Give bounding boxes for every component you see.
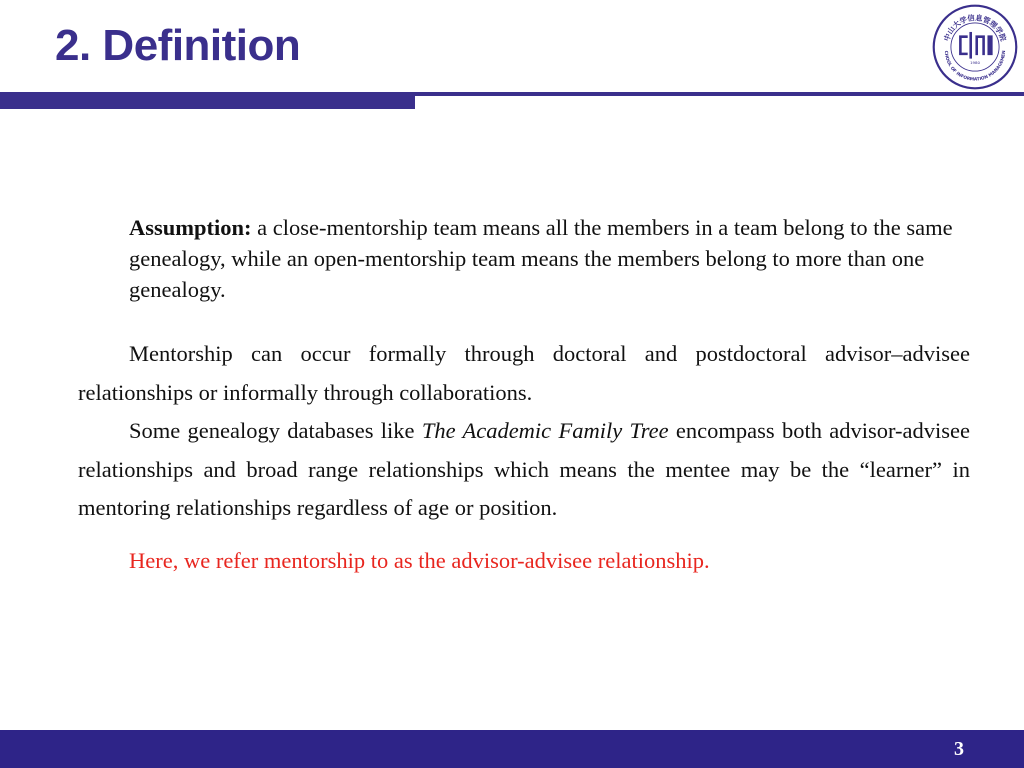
svg-text:中山大学信息管理学院 <box>942 13 1008 43</box>
assumption-label: Assumption: <box>129 215 252 240</box>
logo-year: 1980 <box>970 60 980 66</box>
mentorship-paragraph <box>78 335 970 528</box>
highlight-statement: Here, we refer mentorship to as the advisor-advisee relationship. <box>129 548 710 573</box>
mentorship-text: Mentorship can occur formally through doctoral and postdoctoral advisor–advisee relationships or informally through collaborations. <box>78 341 970 405</box>
academic-family-tree-title: The Academic Family Tree <box>421 418 669 443</box>
assumption-text: a close-mentorship team means all the members in a team belong to the same genealogy, while an open-mentorship team means the members belong to more than one genealogy. <box>129 215 953 302</box>
header-divider-line <box>415 92 1024 96</box>
page-number: 3 <box>954 738 964 760</box>
genealogy-text-end: encompass both advisor-advisee relationships and broad range relationships which means the mentee may be the “learner” in mentoring relationships regardless of age or position. <box>78 418 970 520</box>
genealogy-text-start: Some genealogy databases like <box>129 418 422 443</box>
header-accent-bar <box>0 92 415 109</box>
assumption-paragraph <box>129 212 959 305</box>
logo-top-text: 中山大学信息管理学院 <box>942 13 1008 43</box>
slide-title: 2. Definition <box>55 21 301 70</box>
footer-bar <box>0 730 1024 768</box>
school-logo-emblem <box>932 4 1018 90</box>
logo-bottom-text: CHOOL OF INFORMATION MANAGEMEN <box>942 50 1008 83</box>
